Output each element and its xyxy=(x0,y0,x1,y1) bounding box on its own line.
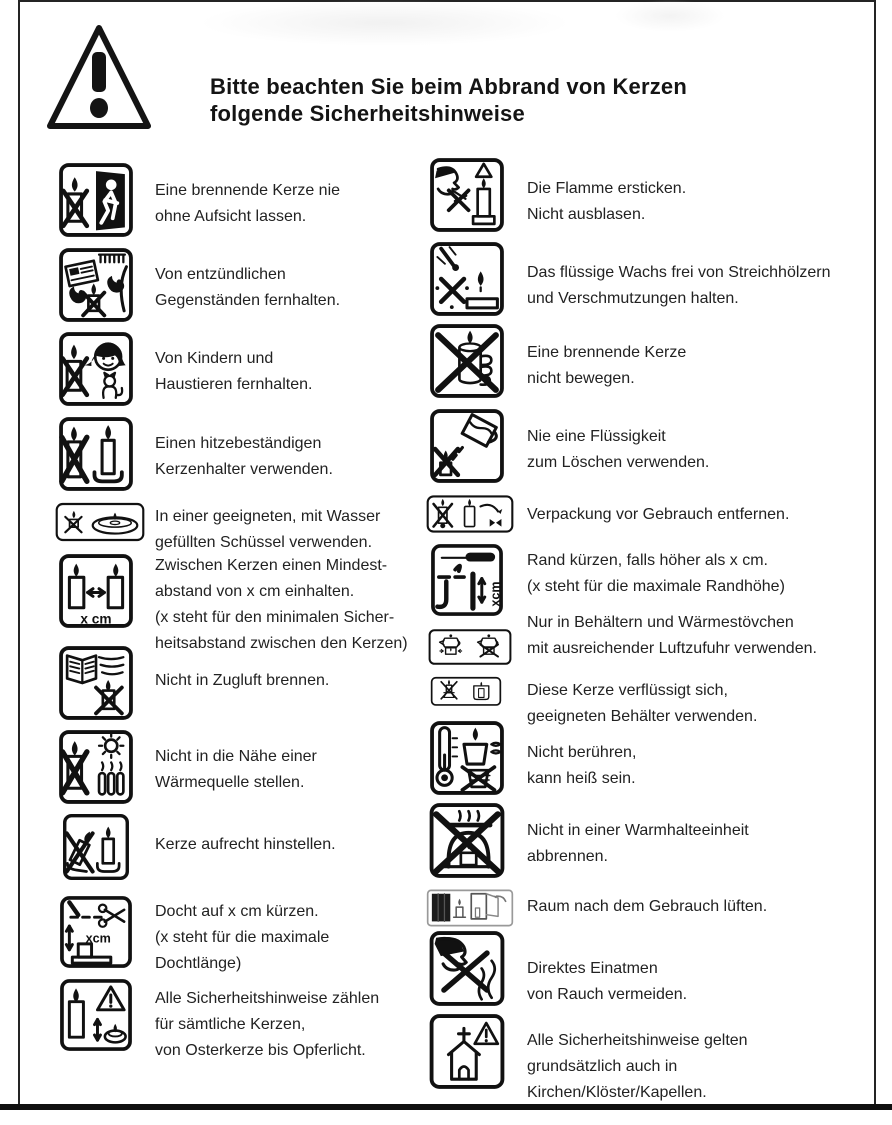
safety-item-text xyxy=(155,431,333,483)
safety-item-text xyxy=(155,504,380,556)
ventilate-room-icon xyxy=(426,887,514,929)
safety-item-text xyxy=(155,986,379,1064)
safety-item-line: Nicht in Zugluft brennen. xyxy=(155,672,330,689)
safety-item-line: Kerzenhalter verwenden. xyxy=(155,461,333,478)
safety-item-line: Alle Sicherheitshinweise zählen xyxy=(155,990,380,1007)
safety-item-text xyxy=(527,260,831,312)
ventilated-container-icon xyxy=(426,627,514,667)
safety-item-text xyxy=(155,899,329,977)
no-smoke-inhale-icon xyxy=(428,930,506,1007)
safety-item-line: für sämtliche Kerzen, xyxy=(155,1016,306,1033)
safety-item-line: Rand kürzen, falls höher als x cm. xyxy=(527,552,768,569)
safety-item-line: Einen hitzebeständigen xyxy=(155,435,322,452)
safety-item-line: ohne Aufsicht lassen. xyxy=(155,208,307,225)
safety-item-line: Dochtlänge) xyxy=(155,955,242,972)
safety-item-line: (x steht für den minimalen Sicher- xyxy=(155,609,395,626)
scan-artifact xyxy=(615,0,725,32)
safety-item-line: Kerze aufrecht hinstellen. xyxy=(155,836,336,853)
dont-move-candle-icon xyxy=(428,323,506,399)
safety-item-text xyxy=(527,176,686,228)
safety-item-line: heitsabstand zwischen den Kerzen) xyxy=(155,635,408,652)
safety-item-line: von Osterkerze bis Opferlicht. xyxy=(155,1042,366,1059)
safety-item-line: abbrennen. xyxy=(527,848,608,865)
warning-triangle-icon xyxy=(44,22,154,134)
safety-item-line: Von Kindern und xyxy=(155,350,274,367)
svg-text:x cm: x cm xyxy=(80,611,112,627)
flammable-objects-icon xyxy=(57,247,135,323)
safety-item-line: nicht bewegen. xyxy=(527,370,635,387)
safety-item-line: Diese Kerze verflüssigt sich, xyxy=(527,682,728,699)
draught-icon xyxy=(57,645,135,721)
safety-item-line: Alle Sicherheitshinweise gelten xyxy=(527,1032,748,1049)
trim-wick-icon xyxy=(57,895,135,969)
water-bowl-icon xyxy=(55,500,145,544)
no-warming-unit-icon xyxy=(428,802,506,879)
safety-item-text xyxy=(155,346,312,398)
no-liquid-extinguish-icon xyxy=(428,408,506,484)
safety-item-line: grundsätzlich auch in xyxy=(527,1058,678,1075)
safety-item-line: Zwischen Kerzen einen Mindest- xyxy=(155,557,388,574)
safety-item-line: Das flüssige Wachs frei von Streichhölzern xyxy=(527,264,831,281)
safety-item-line: Nie eine Flüssigkeit xyxy=(527,428,666,445)
safety-item-line: Nicht ausblasen. xyxy=(527,206,646,223)
safety-item-line: (x steht für die maximale Randhöhe) xyxy=(527,578,785,595)
safety-item-line: Gegenständen fernhalten. xyxy=(155,292,341,309)
safety-item-line: mit ausreichender Luftzufuhr verwenden. xyxy=(527,640,817,657)
safety-item-text xyxy=(155,744,317,796)
safety-item-text xyxy=(527,548,785,600)
safety-item-line: Direktes Einatmen xyxy=(527,960,658,977)
page-title xyxy=(210,73,687,127)
safety-item-line: Nur in Behältern und Wärmestövchen xyxy=(527,614,794,631)
church-use-icon xyxy=(428,1013,506,1090)
safety-item-line: In einer geeigneten, mit Wasser xyxy=(155,508,381,525)
safety-item-line: von Rauch vermeiden. xyxy=(527,986,688,1003)
safety-item-line: gefüllten Schüssel verwenden. xyxy=(155,534,373,551)
safety-item-text xyxy=(155,262,340,314)
safety-item-line: und Verschmutzungen halten. xyxy=(527,290,739,307)
heat-source-icon xyxy=(57,729,135,805)
safety-item-text xyxy=(527,894,767,920)
safety-item-text xyxy=(527,502,789,528)
safety-item-line: Verpackung vor Gebrauch entfernen. xyxy=(527,506,790,523)
safety-item-line: Eine brennende Kerze xyxy=(527,344,687,361)
upright-icon xyxy=(57,813,135,881)
safety-item-line: Docht auf x cm kürzen. xyxy=(155,903,319,920)
all-candle-types-icon xyxy=(57,978,135,1052)
clean-wax-pool-icon xyxy=(428,241,506,317)
safety-item-line: Nicht in die Nähe einer xyxy=(155,748,317,765)
trim-rim-icon xyxy=(428,543,506,617)
heatproof-holder-icon xyxy=(57,416,135,492)
safety-item-text xyxy=(527,610,817,662)
safety-item-text xyxy=(155,668,329,694)
safety-item-text xyxy=(155,832,336,858)
safety-item-line: Nicht in einer Warmhalteeinheit xyxy=(527,822,749,839)
bottom-border xyxy=(0,1104,892,1110)
smother-flame-icon xyxy=(428,157,506,233)
safety-item-text xyxy=(527,678,757,730)
safety-item-text xyxy=(155,178,340,230)
title-line-2: folgende Sicherheitshinweise xyxy=(210,100,525,126)
svg-text:xcm: xcm xyxy=(85,931,111,946)
min-distance-icon xyxy=(57,553,135,629)
safety-item-line: Eine brennende Kerze nie xyxy=(155,182,341,199)
safety-item-text xyxy=(527,818,749,870)
safety-item-line: abstand von x cm einhalten. xyxy=(155,583,355,600)
svg-text:xcm: xcm xyxy=(488,581,503,607)
title-line-1: Bitte beachten Sie beim Abbrand von Kerzen xyxy=(210,73,688,99)
unattended-candle-icon xyxy=(57,162,135,238)
safety-item-line: Kirchen/Klöster/Kapellen. xyxy=(527,1084,707,1101)
hot-surface-icon xyxy=(428,720,506,796)
safety-item-line: Von entzündlichen xyxy=(155,266,286,283)
safety-item-line: Wärmequelle stellen. xyxy=(155,774,305,791)
safety-item-text xyxy=(155,553,408,657)
safety-item-text xyxy=(527,424,709,476)
safety-item-line: Nicht berühren, xyxy=(527,744,637,761)
safety-item-line: (x steht für die maximale xyxy=(155,929,330,946)
safety-item-line: kann heiß sein. xyxy=(527,770,636,787)
safety-item-text xyxy=(527,956,687,1008)
safety-item-line: Haustieren fernhalten. xyxy=(155,376,313,393)
safety-item-text xyxy=(527,1028,748,1106)
safety-item-text xyxy=(527,740,636,792)
scan-artifact xyxy=(200,0,570,46)
safety-item-line: Die Flamme ersticken. xyxy=(527,180,687,197)
liquefying-candle-icon xyxy=(430,675,502,709)
safety-item-line: zum Löschen verwenden. xyxy=(527,454,710,471)
children-pets-icon xyxy=(57,331,135,407)
safety-item-text xyxy=(527,340,686,392)
safety-item-line: Raum nach dem Gebrauch lüften. xyxy=(527,898,768,915)
safety-item-line: geeigneten Behälter verwenden. xyxy=(527,708,758,725)
remove-packaging-icon xyxy=(426,493,514,535)
